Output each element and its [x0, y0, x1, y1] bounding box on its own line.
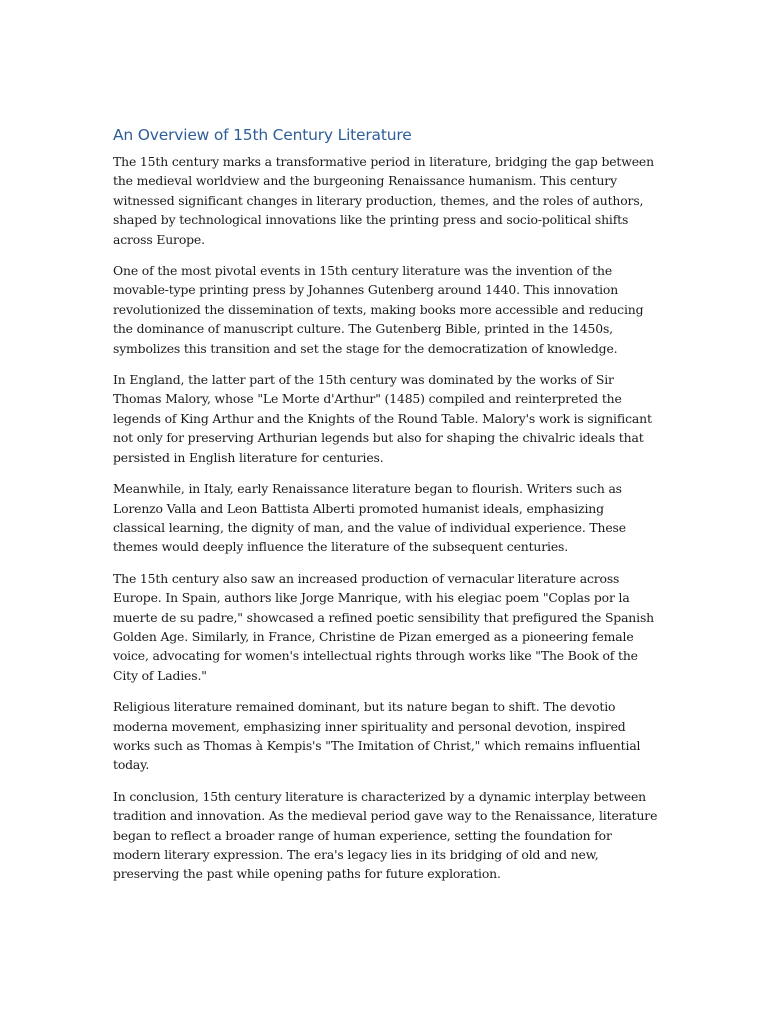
paragraph-vernacular: The 15th century also saw an increased production of vernacular literature across Europe. In Spain, authors like Jorge Manrique, with his elegiac poem "Coplas por la muerte de su padre," showcased a refined poetic sensibility that prefigured the Spanish Golden Age. Similarly, in France, Christine de Pizan emerged as a pioneering female voice, advocating for women's intellectual rights through works like "The Book of the City of Ladies." — [113, 570, 654, 683]
document-title: An Overview of 15th Century Literature — [113, 126, 412, 144]
document-page — [113, 124, 658, 896]
paragraph-religious: Religious literature remained dominant, but its nature began to shift. The devotio moderna movement, emphasizing inner spirituality and personal devotion, inspired works such as Thomas à Kempis's "The Imitation of Christ," which remains influential today. — [113, 699, 641, 773]
paragraph-italy: Meanwhile, in Italy, early Renaissance literature began to flourish. Writers such as Lorenzo Valla and Leon Battista Alberti promoted humanist ideals, emphasizing classical learning, the dignity of man, and the value of individual experience. These themes would deeply influence the literature of the subsequent centuries. — [113, 481, 626, 555]
paragraph-england: In England, the latter part of the 15th century was dominated by the works of Sir Thomas Malory, whose "Le Morte d'Arthur" (1485) compiled and reinterpreted the legends of King Arthur and the Knights of the Round Table. Malory's work is significant not only for preserving Arthurian legends but also for shaping the chivalric ideals that persisted in English literature for centuries. — [113, 372, 652, 465]
paragraph-intro: The 15th century marks a transformative period in literature, bridging the gap between the medieval worldview and the burgeoning Renaissance humanism. This century witnessed significant changes in literary production, themes, and the roles of authors, shaped by technological innovations like the printing press and socio-political shifts across Europe. — [113, 154, 654, 247]
paragraph-conclusion: In conclusion, 15th century literature is characterized by a dynamic interplay between tradition and innovation. As the medieval period gave way to the Renaissance, literature began to reflect a broader range of human experience, setting the foundation for modern literary expression. The era's legacy lies in its bridging of old and new, preserving the past while opening paths for future exploration. — [113, 788, 658, 882]
paragraph-printing-press: One of the most pivotal events in 15th century literature was the invention of the movable-type printing press by Johannes Gutenberg around 1440. This innovation revolutionized the dissemination of texts, making books more accessible and reducing the dominance of manuscript culture. The Gutenberg Bible, printed in the 1450s, symbolizes this transition and set the stage for the democratization of knowledge. — [113, 263, 644, 356]
